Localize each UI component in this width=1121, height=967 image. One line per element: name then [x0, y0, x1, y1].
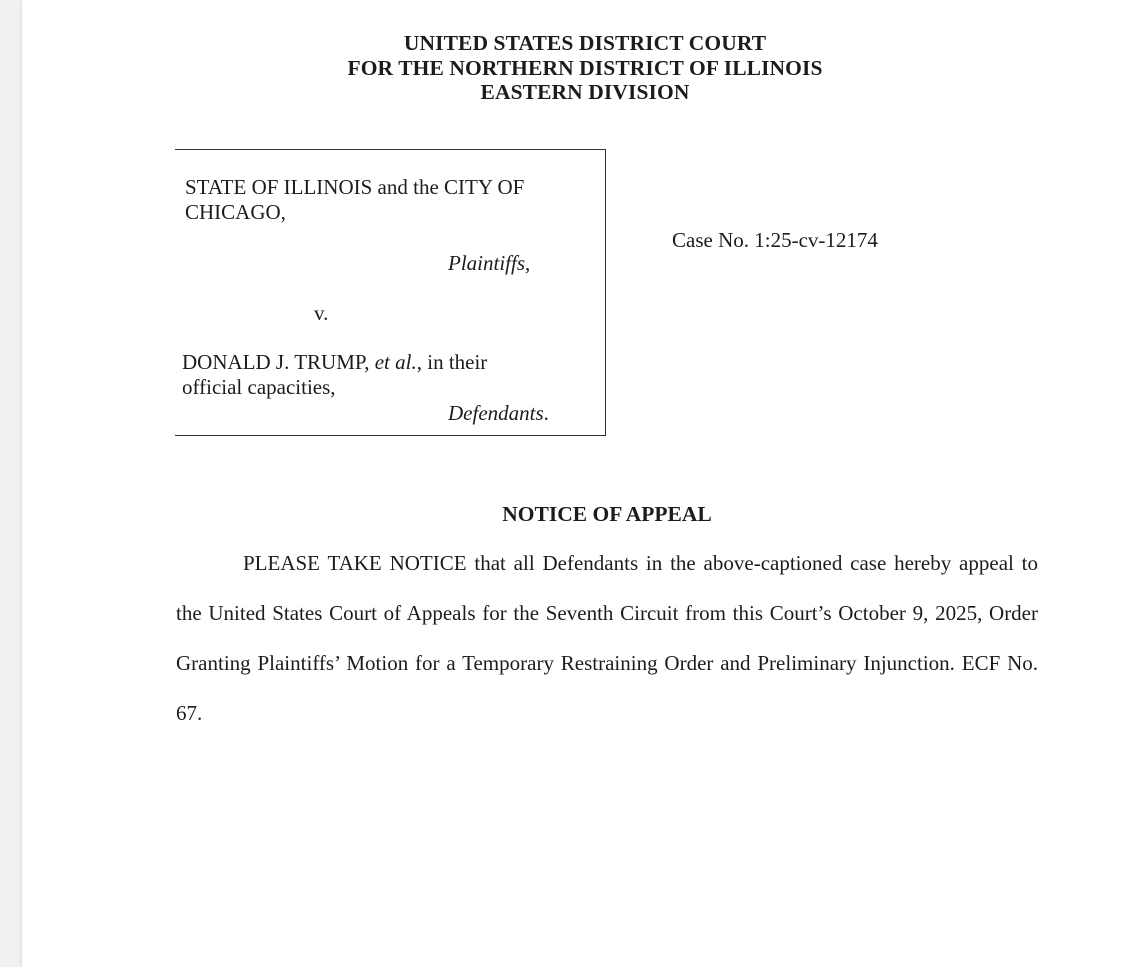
- court-name: UNITED STATES DISTRICT COURT: [403, 31, 767, 55]
- plaintiffs-line-2: CHICAGO,: [185, 200, 286, 224]
- court-division: EASTERN DIVISION: [480, 80, 690, 104]
- plaintiffs-names: [185, 175, 524, 225]
- plaintiffs-label: [448, 251, 530, 276]
- body-line-1: PLEASE TAKE NOTICE that all Defendants in the above-captioned case hereby appeal to: [243, 551, 1038, 575]
- plaintiffs-label-text: Plaintiffs: [448, 251, 526, 275]
- defendants-etal: et al.: [374, 350, 417, 374]
- defendants-label: [448, 401, 549, 426]
- body-line-2: the United States Court of Appeals for the Seventh Circuit from this Court’s October 9, 2025, Order: [176, 601, 1038, 625]
- defendants-name: DONALD J. TRUMP,: [182, 350, 375, 374]
- court-header: [22, 31, 1121, 105]
- defendants-line-1: [182, 350, 487, 375]
- defendants-label-text: Defendants: [448, 401, 544, 425]
- defendants-line-2: official capacities,: [182, 375, 336, 399]
- versus: v.: [314, 301, 329, 325]
- defendants-line-1-rest: , in their: [416, 350, 488, 374]
- plaintiffs-label-suffix: ,: [525, 251, 531, 275]
- plaintiffs-line-1: STATE OF ILLINOIS and the CITY OF: [185, 175, 525, 199]
- document-title: NOTICE OF APPEAL: [502, 502, 712, 526]
- case-number: Case No. 1:25-cv-12174: [672, 228, 878, 252]
- body-line-3: Granting Plaintiffs’ Motion for a Temporary Restraining Order and Preliminary Injunction. ECF No.: [176, 651, 1038, 675]
- case-caption-box: [175, 149, 606, 436]
- body-line-4: 67.: [176, 701, 203, 725]
- court-district: FOR THE NORTHERN DISTRICT OF ILLINOIS: [347, 55, 823, 80]
- defendants-names: [182, 350, 487, 400]
- defendants-label-suffix: .: [543, 401, 549, 425]
- document-page: [22, 0, 1121, 967]
